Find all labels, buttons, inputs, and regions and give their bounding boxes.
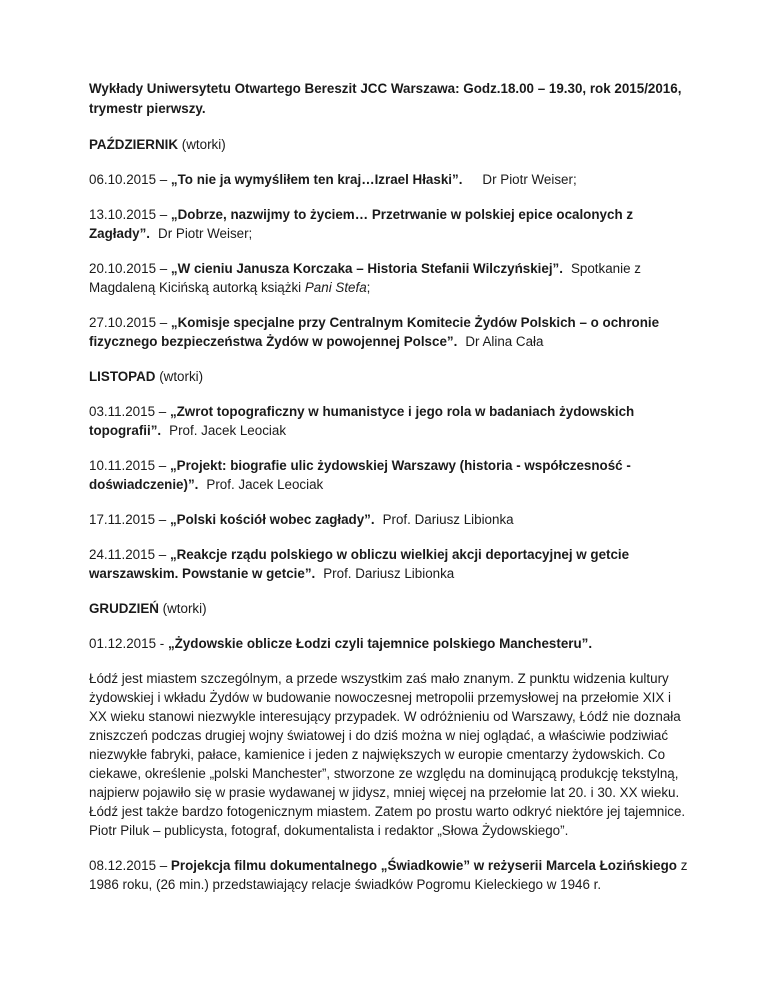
- month-heading-november: [89, 367, 689, 386]
- month-name: LISTOPAD: [89, 369, 156, 384]
- lecture-details: z 1986 roku, (26 min.) przedstawiający relacje świadków Pogromu Kieleckiego w 1946 r.: [89, 858, 688, 892]
- month-name: GRUDZIEŃ: [89, 601, 159, 616]
- lecture-entry: [89, 510, 689, 529]
- lecture-entry: [89, 313, 689, 351]
- lecture-entry: [89, 205, 689, 243]
- page-title: Wykłady Uniwersytetu Otwartego Bereszit JCC Warszawa: Godz.18.00 – 19.30, rok 2015/2016, trymestr pierwszy.: [89, 81, 682, 116]
- lecture-speaker: Prof. Dariusz Libionka: [323, 566, 455, 581]
- lecture-entry: [89, 259, 689, 297]
- description-paragraph: Łódź jest miastem szczególnym, a przede wszystkim zaś mało znanym. Z punktu widzenia kultury żydowskiej i wkładu Żydów w budowanie nowoczesnej metropolii przemysłowej na przełomie XIX i XX wieku stanowi niezwykle interesujący przypadek. W odróżnieniu od Warszawy, Łódź nie doznała zniszczeń podczas drugiej wojny światowej i do dziś można w niej oglądać, a właściwie podziwiać niezwykłe fabryki, pałace, kamienice i jeden z największych w europie cmentarzy żydowskich. Co ciekawe, określenie „polski Manchester”, stworzone ze względu na dominującą produkcję tekstylną, najpierw pojawiło się w prasie wydawanej w jidysz, mniej więcej na przełomie lat 20. i 30. XX wieku.: [89, 671, 681, 800]
- lecture-date: 10.11.2015 –: [89, 458, 167, 473]
- lecture-title: „Żydowskie oblicze Łodzi czyli tajemnice polskiego Manchesteru”.: [167, 636, 593, 651]
- lecture-date: 06.10.2015 –: [89, 172, 168, 187]
- lecture-title: „To nie ja wymyśliłem ten kraj…Izrael Hłaski”.: [170, 172, 463, 187]
- lecture-end: ;: [366, 280, 371, 295]
- month-heading-december: [89, 599, 689, 618]
- document-content: [89, 79, 689, 894]
- lecture-speaker: Prof. Dariusz Libionka: [382, 512, 514, 527]
- month-note: (wtorki): [181, 137, 226, 152]
- lecture-speaker: Spotkanie z Magdaleną Kicińską autorką książki: [89, 261, 641, 295]
- lecture-date: 03.11.2015 –: [89, 404, 167, 419]
- author-note: Piotr Piluk – publicysta, fotograf, dokumentalista i redaktor „Słowa Żydowskiego”.: [89, 823, 569, 838]
- lecture-date: 20.10.2015 –: [89, 261, 168, 276]
- lecture-date: 13.10.2015 –: [89, 207, 168, 222]
- month-note: (wtorki): [159, 369, 204, 384]
- lecture-date: 08.12.2015 –: [89, 858, 168, 873]
- lecture-date: 27.10.2015 –: [89, 315, 168, 330]
- description-paragraph: Łódź jest także bardzo fotogenicznym miastem. Zatem po prostu warto odkryć niektóre jej tajemnice.: [89, 804, 686, 819]
- lecture-date: 17.11.2015 –: [89, 512, 167, 527]
- month-note: (wtorki): [162, 601, 207, 616]
- lecture-entry: [89, 634, 689, 653]
- month-heading-october: [89, 135, 689, 154]
- lecture-title: „Zwrot topograficzny w humanistyce i jego rola w badaniach żydowskich topografii”.: [89, 404, 635, 438]
- lecture-entry: [89, 545, 689, 583]
- lecture-title: „Projekt: biografie ulic żydowskiej Warszawy (historia - współczesność - doświadczenie)”.: [89, 458, 631, 492]
- lecture-title: Projekcja filmu dokumentalnego „Świadkowie” w reżyserii Marcela Łozińskiego: [170, 858, 677, 873]
- lecture-speaker: Dr Piotr Weiser;: [158, 226, 253, 241]
- lecture-date: 24.11.2015 –: [89, 547, 167, 562]
- lecture-speaker: Dr Alina Cała: [465, 334, 544, 349]
- lecture-entry: [89, 402, 689, 440]
- lecture-entry: [89, 456, 689, 494]
- lecture-entry: [89, 856, 689, 894]
- lecture-speaker: Dr Piotr Weiser;: [482, 172, 577, 187]
- lecture-speaker: Prof. Jacek Leociak: [206, 477, 324, 492]
- lecture-title: „Reakcje rządu polskiego w obliczu wielkiej akcji deportacyjnej w getcie warszawskim. Powstanie w getcie”.: [89, 547, 630, 581]
- lodz-description: [89, 669, 689, 840]
- lecture-entry: [89, 170, 689, 189]
- book-title: Pani Stefa: [304, 280, 367, 295]
- lecture-title: „Polski kościół wobec zagłady”.: [169, 512, 375, 527]
- lecture-title: „Dobrze, nazwijmy to życiem… Przetrwanie w polskiej epice ocalonych z Zagłady”.: [89, 207, 634, 241]
- lecture-title: „Komisje specjalne przy Centralnym Komitecie Żydów Polskich – o ochronie fizycznego bezpieczeństwa Żydów w powojennej Polsce”.: [89, 315, 660, 349]
- lecture-speaker: Prof. Jacek Leociak: [169, 423, 287, 438]
- lecture-date: 01.12.2015 -: [89, 636, 165, 651]
- lecture-title: „W cieniu Janusza Korczaka – Historia Stefanii Wilczyńskiej”.: [170, 261, 563, 276]
- month-name: PAŹDZIERNIK: [89, 137, 179, 152]
